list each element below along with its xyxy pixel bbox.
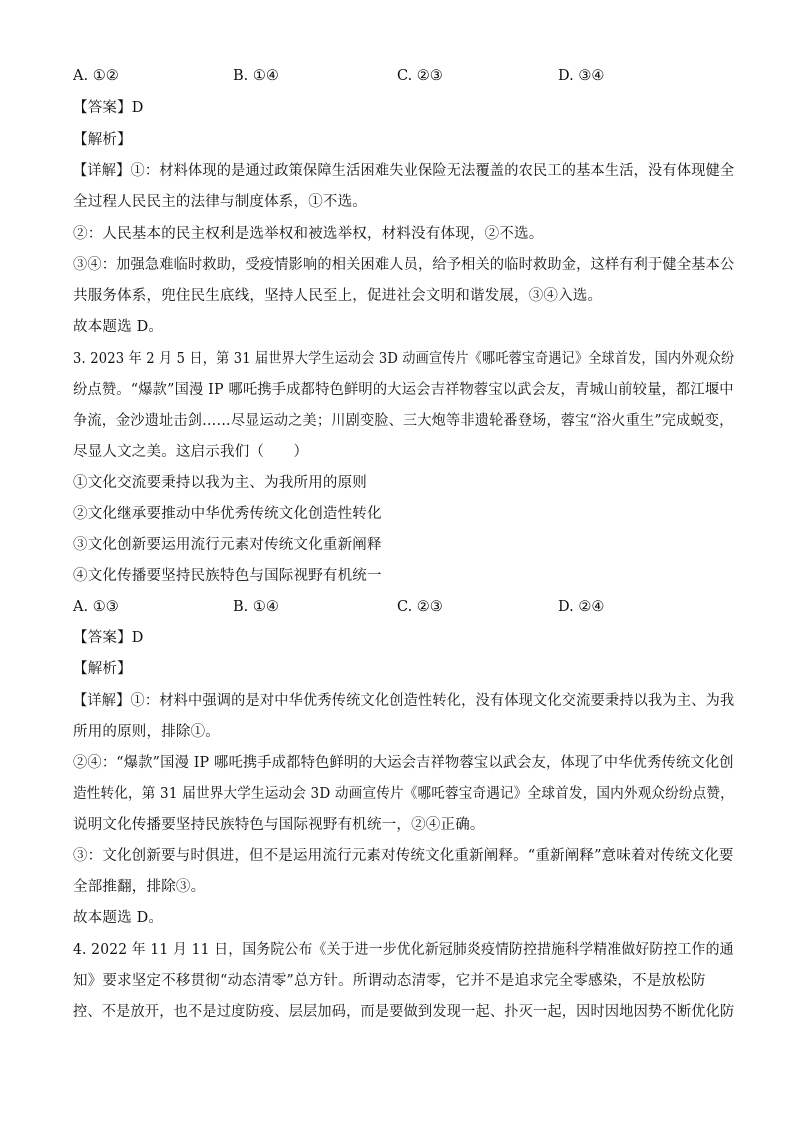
q3-detail-line: 全部推翻，排除③。 <box>73 879 206 895</box>
q3-option-a: A. ①③ <box>73 599 119 615</box>
q3-stem-line: 尽显人文之美。这启示我们（ ） <box>73 444 309 460</box>
q3-item: ③文化创新要运用流行元素对传统文化重新阐释 <box>73 537 382 553</box>
q3-item: ①文化交流要秉持以我为主、为我所用的原则 <box>73 475 367 491</box>
q3-detail-line: 造性转化，第 31 届世界大学生运动会 3D 动画宣传片《哪吒蓉宝奇遇记》全球首发，国内外观众纷纷点赞， <box>73 786 734 802</box>
q3-option-d: D. ②④ <box>558 599 605 615</box>
q4-stem-line: 4. 2022 年 11 月 11 日，国务院公布《关于进一步优化新冠肺炎疫情防控措施科学精准做好防控工作的通 <box>73 942 734 958</box>
q4-stem-line: 知》要求坚定不移贯彻“动态清零”总方针。所谓动态清零，它并不是追求完全零感染，不是放松防 <box>73 973 706 989</box>
q2-detail-line: ③④：加强急难临时救助，受疫情影响的相关困难人员，给予相关的临时救助金，这样有利于健全基本公 <box>73 257 735 273</box>
q2-detail-line: 共服务体系，兜住民生底线，坚持人民至上，促进社会文明和谐发展，③④入选。 <box>73 288 603 304</box>
q3-conclusion: 故本题选 D。 <box>73 910 164 926</box>
q3-detail-line: ③：文化创新要与时俱进，但不是运用流行元素对传统文化重新阐释。“重新阐释”意味着对传统文化要 <box>73 848 734 864</box>
q2-detail-line: 全过程人民民主的法律与制度体系，①不选。 <box>73 194 367 210</box>
q3-analysis-tag: 【解析】 <box>73 661 132 677</box>
q3-option-c: C. ②③ <box>397 599 443 615</box>
q2-option-d: D. ③④ <box>558 68 605 84</box>
q3-item: ②文化继承要推动中华优秀传统文化创造性转化 <box>73 506 382 522</box>
q3-answer: 【答案】D <box>73 630 144 646</box>
q2-option-a: A. ①② <box>73 68 119 84</box>
q2-answer: 【答案】D <box>73 100 144 116</box>
q3-detail-line: ②④：“爆款”国漫 IP 哪吒携手成都特色鲜明的大运会吉祥物蓉宝以武会友，体现了中华优秀传统文化创 <box>73 755 734 771</box>
q2-detail-line: 【详解】①：材料体现的是通过政策保障生活困难失业保险无法覆盖的农民工的基本生活，没有体现健全 <box>73 163 735 179</box>
q4-stem-line: 控、不是放开，也不是过度防疫、层层加码，而是要做到发现一起、扑灭一起，因时因地因势不断优化防 <box>73 1004 735 1020</box>
q3-stem-line: 纷点赞。“爆款”国漫 IP 哪吒携手成都特色鲜明的大运会吉祥物蓉宝以武会友，青城山前较量，都江堰中 <box>73 382 734 398</box>
q3-detail-line: 所用的原则，排除①。 <box>73 724 220 740</box>
q3-stem-line: 争流，金沙遗址击剑……尽显运动之美；川剧变脸、三大炮等非遗轮番登场，蓉宝“浴火重生”完成蜕变， <box>73 413 734 429</box>
q2-option-c: C. ②③ <box>397 68 443 84</box>
q3-item: ④文化传播要坚持民族特色与国际视野有机统一 <box>73 568 382 584</box>
q2-conclusion: 故本题选 D。 <box>73 319 164 335</box>
q2-detail-line: ②：人民基本的民主权利是选举权和被选举权，材料没有体现，②不选。 <box>73 226 544 242</box>
q3-option-b: B. ①④ <box>233 599 279 615</box>
q3-detail-line: 说明文化传播要坚持民族特色与国际视野有机统一，②④正确。 <box>73 817 485 833</box>
q3-stem-line: 3. 2023 年 2 月 5 日，第 31 届世界大学生运动会 3D 动画宣传片《哪吒蓉宝奇遇记》全球首发，国内外观众纷 <box>73 351 735 367</box>
q2-analysis-tag: 【解析】 <box>73 132 132 148</box>
q3-detail-line: 【详解】①：材料中强调的是对中华优秀传统文化创造性转化，没有体现文化交流要秉持以我为主、为我 <box>73 693 735 709</box>
q2-option-b: B. ①④ <box>233 68 279 84</box>
